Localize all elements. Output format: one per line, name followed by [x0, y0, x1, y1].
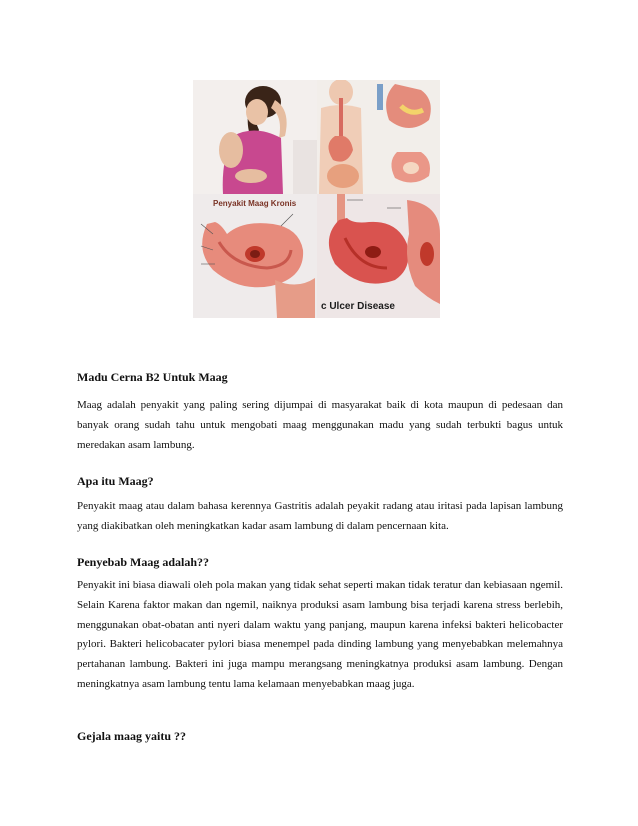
paragraph-apa-itu-maag: Penyakit maag atau dalam bahasa kerennya Gastritis adalah peyakit radang atau iritasi pada lapisan lambung yang diakibatkan oleh meningkatkan kadar asam lambung di dalam pencernaan kita.	[77, 500, 563, 532]
paragraph-penyebab-maag: Penyakit ini biasa diawali oleh pola makan yang tidak sehat seperti makan tidak teratur dan kebiasaan ngemil. Selain Karena faktor makan dan ngemil, naiknya produksi asam lambung bisa terjadi karena stress berlebih, menggunakan obat-obatan anti nyeri dalam waktu yang panjang, maupun karena infeksi bakteri helicobacter pylori. Bakteri helicobacater pylori biasa menempel pada dinding lambung yang menyebabkan melemahnya pertahanan lambung. Bakteri ini juga mampu merangsang meningkatnya produksi asam lambung. Dengan meningkatnya asam lambung tentu lama kelamaan menyebabkan maag juga.	[77, 579, 563, 690]
figure-label-ulcer-disease: c Ulcer Disease	[321, 301, 395, 312]
peptic-ulcer-illustration	[317, 194, 440, 318]
section-heading-penyebab-maag: Penyebab Maag adalah??	[77, 555, 210, 569]
digestive-anatomy-illustration	[317, 80, 440, 194]
paragraph-madu-cerna: Maag adalah penyakit yang paling sering dijumpai di masyarakat baik di kota maupun di pedesaan dan banyak orang sudah tahu untuk mengobati maag menggunakan madu yang sudah terbukti bagus untuk meredakan asam lambung.	[77, 399, 563, 451]
woman-stomachache-photo	[193, 80, 317, 194]
figure-label-chronic-gastritis: Penyakit Maag Kronis	[213, 199, 297, 208]
chronic-gastritis-illustration	[193, 194, 317, 318]
section-heading-gejala-maag: Gejala maag yaitu ??	[77, 729, 186, 743]
section-heading-madu-cerna: Madu Cerna B2 Untuk Maag	[77, 370, 228, 384]
section-heading-apa-itu-maag: Apa itu Maag?	[77, 474, 154, 488]
illustration-collage	[193, 80, 440, 318]
